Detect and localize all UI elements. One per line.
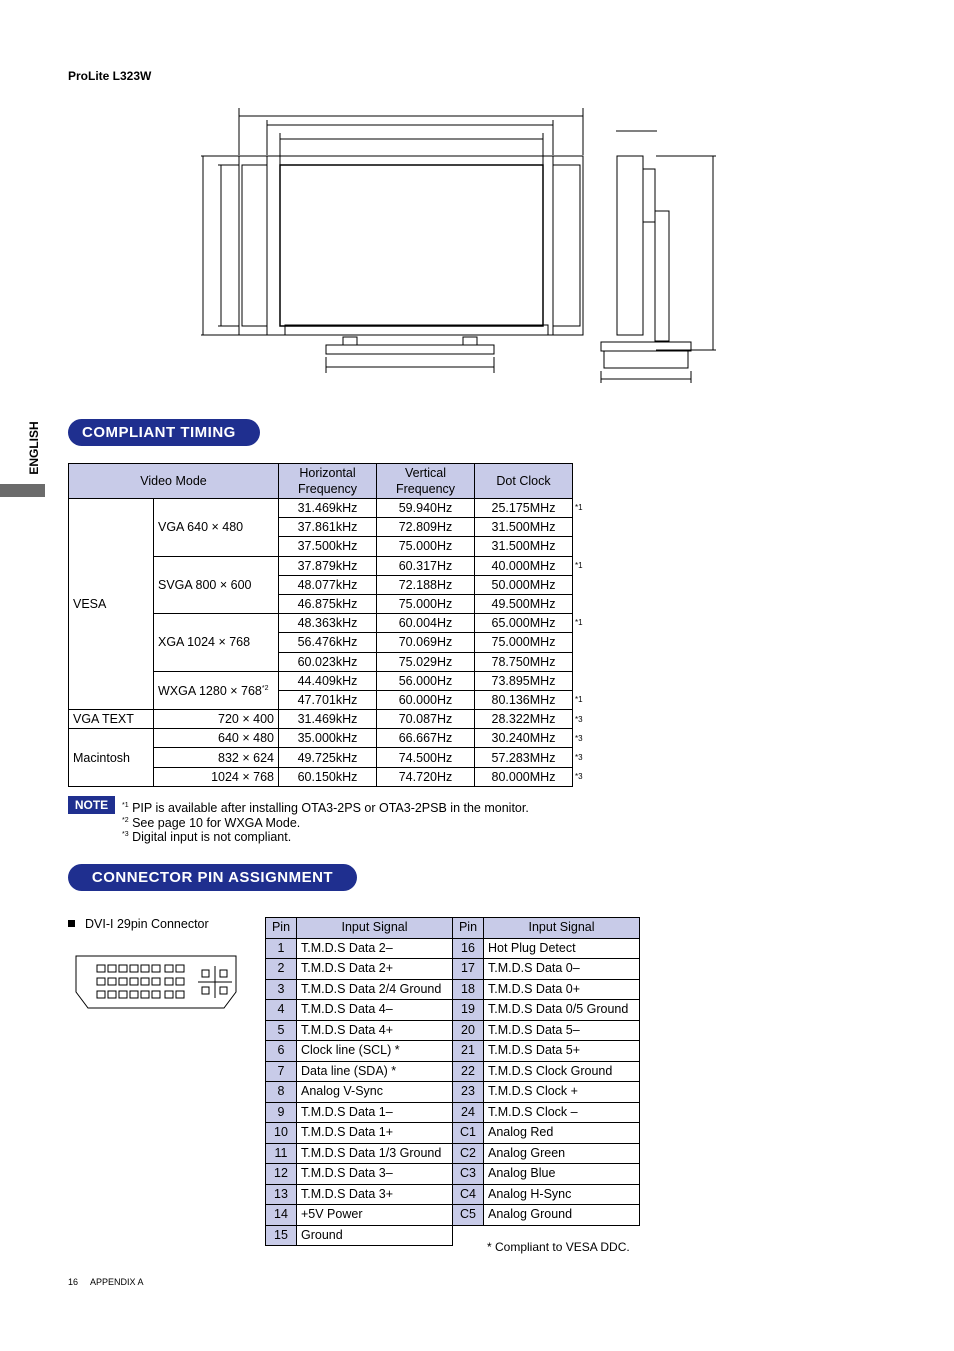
footer-section: APPENDIX A <box>90 1277 144 1287</box>
v-freq-cell: 72.809Hz <box>377 518 475 537</box>
v-freq-cell: 70.087Hz <box>377 710 475 729</box>
dot-clock-cell: 65.000MHz <box>475 614 573 633</box>
pin-number: C5 <box>453 1205 484 1226</box>
group-vga-text: VGA TEXT <box>69 710 154 729</box>
dot-clock-cell: 25.175MHz <box>475 499 573 518</box>
row-footnote: *3 <box>575 715 583 724</box>
note-text: Digital input is not compliant. <box>128 830 292 844</box>
pin-number: 16 <box>453 938 484 959</box>
bullet-icon <box>68 920 75 927</box>
pin-table <box>265 917 640 1246</box>
note-text: See page 10 for WXGA Mode. <box>128 816 301 830</box>
row-footnote: *1 <box>575 561 583 570</box>
v-freq-cell: 56.000Hz <box>377 671 475 690</box>
h-freq-cell: 31.469kHz <box>279 499 377 518</box>
h-freq-cell: 60.150kHz <box>279 767 377 786</box>
pin-signal: Analog Red <box>484 1123 640 1144</box>
pin-number: 5 <box>266 1020 297 1041</box>
dot-clock-cell: 80.136MHz <box>475 690 573 709</box>
mode-mac-3: 1024 × 768 <box>154 767 279 786</box>
h-freq-cell: 37.861kHz <box>279 518 377 537</box>
h-freq-cell: 48.363kHz <box>279 614 377 633</box>
pin-number: 22 <box>453 1061 484 1082</box>
v-freq-cell: 74.720Hz <box>377 767 475 786</box>
header-pin: Pin <box>453 918 484 939</box>
pin-signal: T.M.D.S Data 0– <box>484 959 640 980</box>
pin-number: 3 <box>266 979 297 1000</box>
row-footnote: *3 <box>575 772 583 781</box>
pin-number: 6 <box>266 1041 297 1062</box>
row-footnote: *1 <box>575 503 583 512</box>
h-freq-cell: 49.725kHz <box>279 748 377 767</box>
header-h-freq: Horizontal Frequency <box>279 464 377 499</box>
pin-number: 9 <box>266 1102 297 1123</box>
header-signal: Input Signal <box>484 918 640 939</box>
dot-clock-cell: 31.500MHz <box>475 537 573 556</box>
h-freq-cell: 44.409kHz <box>279 671 377 690</box>
timing-table <box>68 463 573 787</box>
pin-number: C2 <box>453 1143 484 1164</box>
pin-number: 4 <box>266 1000 297 1021</box>
pin-signal: T.M.D.S Clock Ground <box>484 1061 640 1082</box>
pin-signal: T.M.D.S Data 2/4 Ground <box>297 979 453 1000</box>
dvi-connector-label <box>68 917 209 931</box>
pin-signal: Clock line (SCL) * <box>297 1041 453 1062</box>
mode-wxga <box>154 671 279 709</box>
language-tab <box>14 418 54 478</box>
pin-signal: Data line (SDA) * <box>297 1061 453 1082</box>
mode-wxga-footnote: *2 <box>261 685 269 693</box>
dvi-connector-text: DVI-I 29pin Connector <box>85 917 209 931</box>
row-footnote: *1 <box>575 618 583 627</box>
header-v-freq: Vertical Frequency <box>377 464 475 499</box>
note-line <box>122 816 300 830</box>
v-freq-cell: 72.188Hz <box>377 575 475 594</box>
pin-signal: T.M.D.S Data 5– <box>484 1020 640 1041</box>
h-freq-cell: 37.879kHz <box>279 556 377 575</box>
language-tab-bar <box>0 484 45 497</box>
pin-signal: T.M.D.S Data 1– <box>297 1102 453 1123</box>
mode-mac-2: 832 × 624 <box>154 748 279 767</box>
pin-signal: Analog Ground <box>484 1205 640 1226</box>
note-mark: *3 <box>122 830 129 838</box>
dot-clock-cell: 40.000MHz <box>475 556 573 575</box>
v-freq-cell: 75.000Hz <box>377 537 475 556</box>
pin-number: 12 <box>266 1164 297 1185</box>
dot-clock-cell: 78.750MHz <box>475 652 573 671</box>
pin-number: 15 <box>266 1225 297 1246</box>
pin-signal: T.M.D.S Data 0/5 Ground <box>484 1000 640 1021</box>
dot-clock-cell: 57.283MHz <box>475 748 573 767</box>
dot-clock-cell: 75.000MHz <box>475 633 573 652</box>
pin-signal: T.M.D.S Data 3– <box>297 1164 453 1185</box>
pin-number: C3 <box>453 1164 484 1185</box>
pin-signal: T.M.D.S Data 5+ <box>484 1041 640 1062</box>
monitor-side-drawing <box>596 125 720 385</box>
v-freq-cell: 60.317Hz <box>377 556 475 575</box>
h-freq-cell: 60.023kHz <box>279 652 377 671</box>
v-freq-cell: 75.000Hz <box>377 594 475 613</box>
pin-number: 20 <box>453 1020 484 1041</box>
pin-signal: Hot Plug Detect <box>484 938 640 959</box>
h-freq-cell: 37.500kHz <box>279 537 377 556</box>
pin-signal: T.M.D.S Data 1/3 Ground <box>297 1143 453 1164</box>
pin-signal: Analog Green <box>484 1143 640 1164</box>
mode-xga: XGA 1024 × 768 <box>154 614 279 672</box>
header-pin: Pin <box>266 918 297 939</box>
dot-clock-cell: 30.240MHz <box>475 729 573 748</box>
pin-signal: T.M.D.S Data 1+ <box>297 1123 453 1144</box>
note-line <box>122 830 291 844</box>
page-number: 16 <box>68 1277 79 1287</box>
group-vesa: VESA <box>69 499 154 710</box>
note-text: PIP is available after installing OTA3-2PS or OTA3-2PSB in the monitor. <box>128 801 529 815</box>
pin-number: 18 <box>453 979 484 1000</box>
pin-number: 11 <box>266 1143 297 1164</box>
row-footnote: *1 <box>575 695 583 704</box>
pin-number: C1 <box>453 1123 484 1144</box>
compliant-timing-title: COMPLIANT TIMING <box>68 419 260 446</box>
h-freq-cell: 48.077kHz <box>279 575 377 594</box>
pin-number: 7 <box>266 1061 297 1082</box>
v-freq-cell: 75.029Hz <box>377 652 475 671</box>
pin-signal: Ground <box>297 1225 453 1246</box>
v-freq-cell: 60.000Hz <box>377 690 475 709</box>
model-name: ProLite L323W <box>68 69 152 83</box>
dvi-connector-icon <box>72 952 240 1012</box>
mode-svga: SVGA 800 × 600 <box>154 556 279 614</box>
pin-footnote: * Compliant to VESA DDC. <box>487 1240 630 1254</box>
pin-signal: T.M.D.S Data 4+ <box>297 1020 453 1041</box>
header-dot-clock: Dot Clock <box>475 464 573 499</box>
dot-clock-cell: 80.000MHz <box>475 767 573 786</box>
row-footnote: *3 <box>575 734 583 743</box>
pin-number: 17 <box>453 959 484 980</box>
pin-number: 13 <box>266 1184 297 1205</box>
pin-signal: T.M.D.S Data 4– <box>297 1000 453 1021</box>
v-freq-cell: 70.069Hz <box>377 633 475 652</box>
pin-number: 1 <box>266 938 297 959</box>
dot-clock-cell: 31.500MHz <box>475 518 573 537</box>
mode-vga-text: 720 × 400 <box>154 710 279 729</box>
pin-number: 24 <box>453 1102 484 1123</box>
pin-signal: Analog Blue <box>484 1164 640 1185</box>
pin-signal: Analog V-Sync <box>297 1082 453 1103</box>
pin-number: 14 <box>266 1205 297 1226</box>
pin-signal: T.M.D.S Data 2– <box>297 938 453 959</box>
mode-mac-1: 640 × 480 <box>154 729 279 748</box>
pin-signal: T.M.D.S Data 3+ <box>297 1184 453 1205</box>
v-freq-cell: 74.500Hz <box>377 748 475 767</box>
header-signal: Input Signal <box>297 918 453 939</box>
pin-signal: T.M.D.S Data 0+ <box>484 979 640 1000</box>
pin-signal: T.M.D.S Clock – <box>484 1102 640 1123</box>
h-freq-cell: 46.875kHz <box>279 594 377 613</box>
h-freq-cell: 31.469kHz <box>279 710 377 729</box>
pin-number: 21 <box>453 1041 484 1062</box>
row-footnote: *3 <box>575 753 583 762</box>
h-freq-cell: 47.701kHz <box>279 690 377 709</box>
dot-clock-cell: 49.500MHz <box>475 594 573 613</box>
pin-number: 10 <box>266 1123 297 1144</box>
v-freq-cell: 59.940Hz <box>377 499 475 518</box>
connector-pin-title: CONNECTOR PIN ASSIGNMENT <box>68 864 357 891</box>
note-line <box>122 801 529 815</box>
pin-signal: T.M.D.S Clock + <box>484 1082 640 1103</box>
note-mark: *1 <box>122 801 129 809</box>
monitor-front-drawing <box>195 105 595 375</box>
pin-signal: T.M.D.S Data 2+ <box>297 959 453 980</box>
pin-number: 23 <box>453 1082 484 1103</box>
h-freq-cell: 56.476kHz <box>279 633 377 652</box>
mode-wxga-label: WXGA 1280 × 768 <box>158 684 262 699</box>
dot-clock-cell: 73.895MHz <box>475 671 573 690</box>
pin-signal: +5V Power <box>297 1205 453 1226</box>
language-tab-label: ENGLISH <box>27 421 41 475</box>
pin-number: C4 <box>453 1184 484 1205</box>
pin-number: 8 <box>266 1082 297 1103</box>
pin-signal: Analog H-Sync <box>484 1184 640 1205</box>
dot-clock-cell: 50.000MHz <box>475 575 573 594</box>
dot-clock-cell: 28.322MHz <box>475 710 573 729</box>
pin-number: 2 <box>266 959 297 980</box>
mode-vga: VGA 640 × 480 <box>154 499 279 557</box>
pin-number: 19 <box>453 1000 484 1021</box>
v-freq-cell: 66.667Hz <box>377 729 475 748</box>
note-mark: *2 <box>122 816 129 824</box>
header-video-mode: Video Mode <box>69 464 279 499</box>
group-macintosh: Macintosh <box>69 729 154 787</box>
v-freq-cell: 60.004Hz <box>377 614 475 633</box>
note-badge: NOTE <box>68 796 115 814</box>
h-freq-cell: 35.000kHz <box>279 729 377 748</box>
